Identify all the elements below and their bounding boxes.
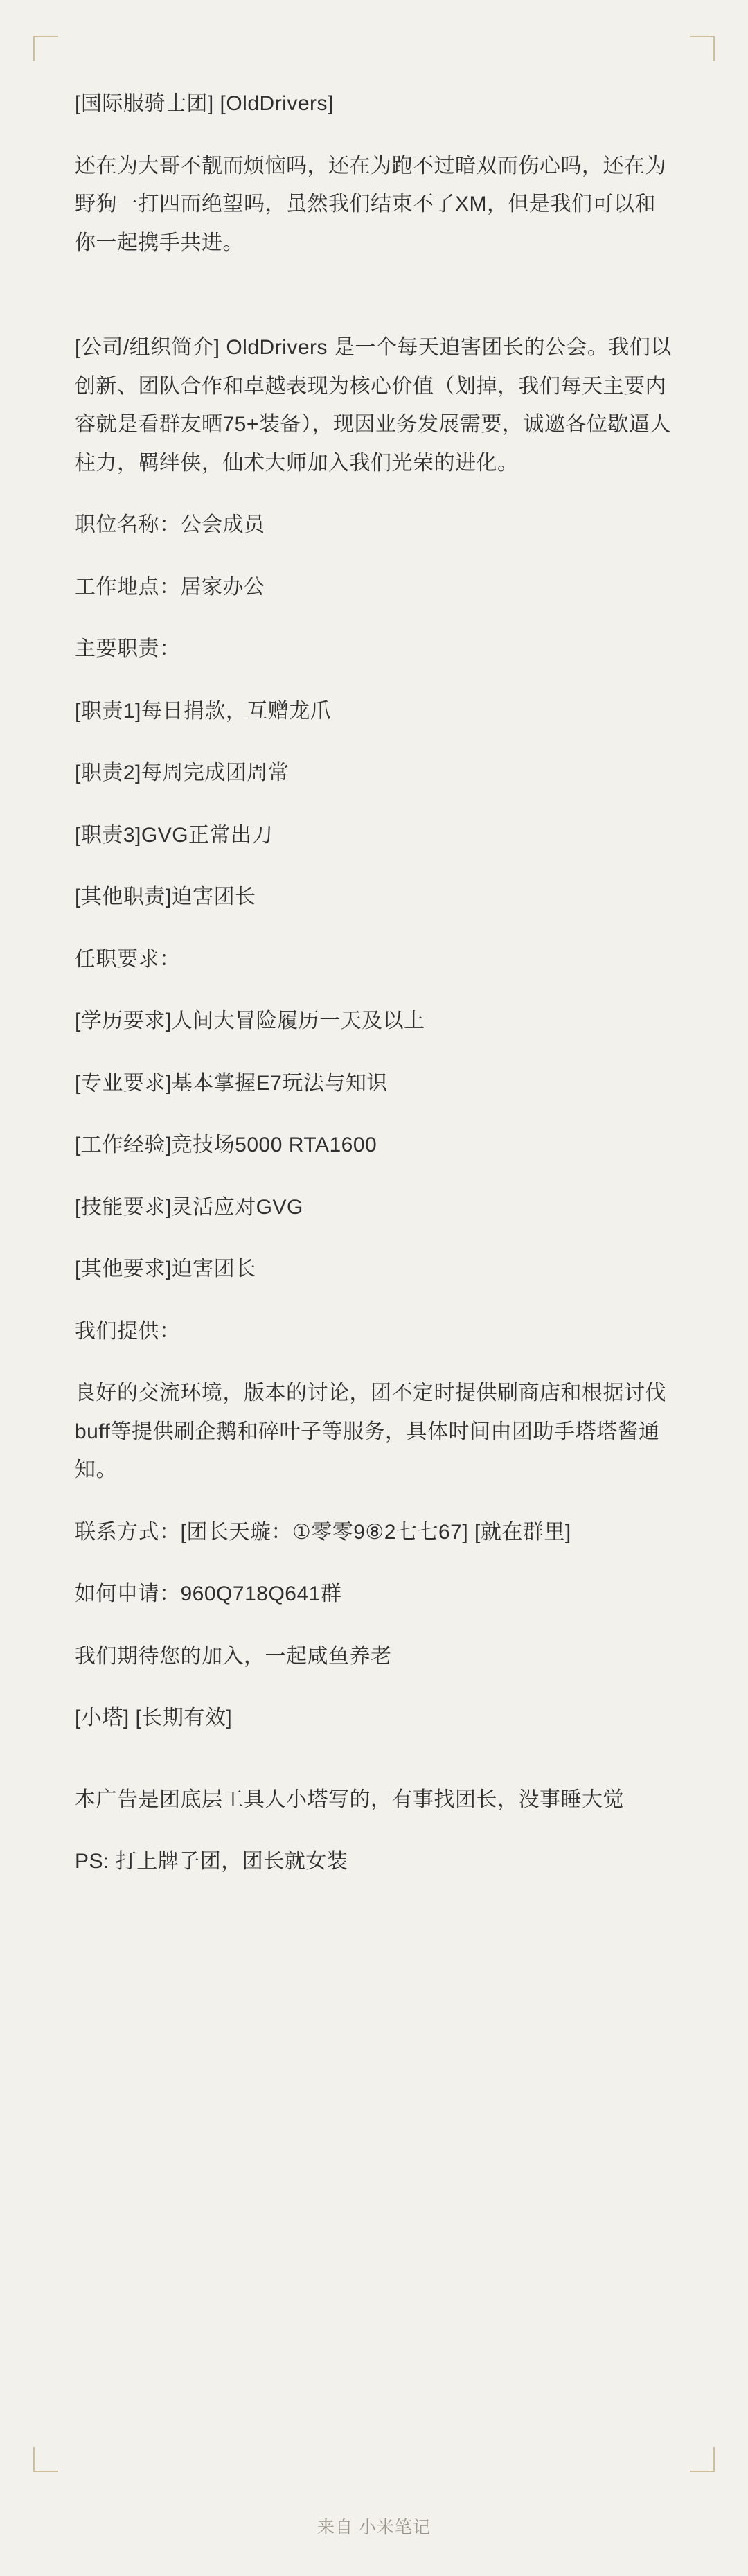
offer-heading: 我们提供： — [75, 1319, 181, 1343]
requirements-heading: 任职要求： — [75, 947, 181, 971]
note-title: [国际服骑士团] [OldDrivers] — [75, 92, 334, 115]
duty-item-3: [职责3]GVG正常出刀 — [75, 823, 274, 847]
frame-corner-bottom-left-icon — [33, 2447, 58, 2472]
contact-info: 联系方式：[团长天璇：①零零9⑧2七七67] [就在群里] — [75, 1520, 571, 1544]
work-location: 工作地点：居家办公 — [75, 575, 265, 599]
ps-line: PS: 打上牌子团，团长就女装 — [75, 1850, 348, 1873]
requirement-major: [专业要求]基本掌握E7玩法与知识 — [75, 1071, 388, 1095]
requirement-experience: [工作经验]竞技场5000 RTA1600 — [75, 1133, 377, 1156]
duty-item-1: [职责1]每日捐款，互赠龙爪 — [75, 699, 332, 723]
frame-corner-bottom-right-icon — [690, 2447, 715, 2472]
duties-heading: 主要职责： — [75, 637, 181, 660]
position-title: 职位名称：公会成员 — [75, 513, 265, 536]
source-footer: 来自 小米笔记 — [317, 2518, 431, 2537]
requirement-skill: [技能要求]灵活应对GVG — [75, 1195, 303, 1219]
signature: [小塔] [长期有效] — [75, 1706, 233, 1729]
requirement-education: [学历要求]人间大冒险履历一天及以上 — [75, 1009, 425, 1032]
requirement-other: [其他要求]迫害团长 — [75, 1258, 256, 1280]
duty-item-other: [其他职责]迫害团长 — [75, 885, 256, 908]
duty-item-2: [职责2]每周完成团周常 — [75, 761, 290, 784]
how-to-apply: 如何申请：960Q718Q641群 — [75, 1582, 342, 1605]
note-intro: 还在为大哥不靓而烦恼吗，还在为跑不过暗双而伤心吗，还在为野狗一打四而绝望吗，虽然我们结束不了XM，但是我们可以和你一起携手共进。 — [75, 154, 666, 254]
footnote: 本广告是团底层工具人小塔写的，有事找团长，没事睡大觉 — [75, 1788, 624, 1811]
note-content — [33, 36, 715, 1932]
offer-body: 良好的交流环境，版本的讨论，团不定时提供刷商店和根据讨伐buff等提供刷企鹅和碎叶子等服务，具体时间由团助手塔塔酱通知。 — [75, 1382, 666, 1481]
company-profile: [公司/组织简介] OldDrivers 是一个每天迫害团长的公会。我们以创新、团队合作和卓越表现为核心价值（划掉，我们每天主要内容就是看群友晒75+装备），现因业务发展需要，诚邀各位歇逼人柱力，羁绊侠，仙术大师加入我们光荣的进化。 — [75, 336, 672, 475]
closing-line: 我们期待您的加入，一起咸鱼养老 — [75, 1644, 392, 1668]
